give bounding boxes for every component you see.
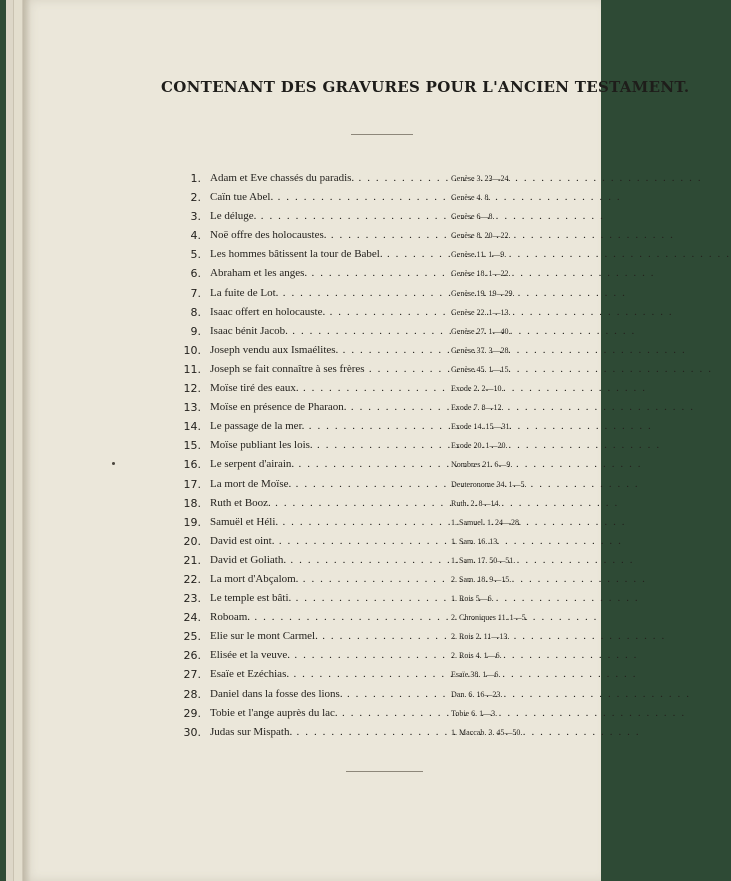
plate-number: 26. (183, 649, 201, 663)
plate-title: Tobie et l'ange auprès du lac. . . . (210, 707, 447, 720)
plate-title: David et Goliath. . . . (210, 554, 447, 567)
scripture-reference: 1. Sam. 16. 13. (451, 536, 500, 546)
plate-number: 5. (190, 248, 201, 262)
plate-number: 30. (183, 725, 201, 739)
plate-entry (183, 497, 549, 516)
scripture-reference: 1. Sam. 17. 50—51. (451, 555, 516, 565)
plate-number: 11. (183, 362, 201, 376)
scripture-reference: Esaïe 38. 1—6. (451, 670, 501, 680)
scripture-reference: 2. Rois 2. 11—13. (451, 632, 510, 642)
scripture-reference: Dan. 6. 16—23. (451, 689, 503, 699)
plate-title: Le temple est bâti. . . . (210, 592, 447, 605)
plate-entry (183, 191, 549, 210)
page-heading: CONTENANT DES GRAVURES POUR L'ANCIEN TESTAMENT. (161, 78, 690, 96)
plate-number: 8. (190, 305, 201, 319)
plate-number: 7. (190, 286, 201, 300)
plate-title: Moïse en présence de Pharaon. . . . (210, 401, 447, 414)
plate-title: Abraham et les anges. . . . (210, 267, 447, 280)
plate-number: 19. (183, 515, 201, 529)
plate-entry (183, 630, 549, 649)
plate-number: 16. (183, 458, 201, 472)
plate-title: Joseph vendu aux Ismaélites. . . . (210, 344, 447, 357)
plate-number: 21. (183, 553, 201, 567)
plate-title: Samuël et Héli. . . . (210, 516, 447, 529)
plate-entry (183, 649, 549, 668)
plate-entry (183, 535, 549, 554)
plate-number: 27. (183, 668, 201, 682)
plate-title: Esaïe et Ezéchias. . . . (210, 668, 447, 681)
plate-list (183, 172, 549, 745)
plate-number: 4. (190, 229, 201, 243)
scripture-reference: Exode 7. 8—12. (451, 403, 504, 413)
plate-entry (183, 420, 549, 439)
plate-number: 14. (183, 420, 201, 434)
scripture-reference: Deuteronome 34. 1—5. (451, 479, 527, 489)
plate-title: Ruth et Booz. . . . (210, 497, 447, 510)
scripture-reference: 2. Chroniques 11. 1—5. (451, 613, 528, 623)
scripture-reference: Genèse 4. 8. (451, 193, 491, 203)
plate-title: Moïse publiant les lois. . . . (210, 439, 447, 452)
scripture-reference: Genèse 6—8. (451, 212, 495, 222)
plate-entry (183, 325, 549, 344)
plate-title: Les hommes bâtissent la tour de Babel. . . . (210, 248, 447, 261)
scripture-reference: 2. Rois 4. 1—6. (451, 651, 502, 661)
plate-entry (183, 478, 549, 497)
plate-entry (183, 611, 549, 630)
plate-entry (183, 688, 549, 707)
plate-title: La fuite de Lot. . . . (210, 287, 447, 300)
plate-entry (183, 458, 549, 477)
plate-number: 3. (190, 210, 201, 224)
plate-title: Noë offre des holocaustes. . . . (210, 229, 447, 242)
plate-number: 29. (183, 706, 201, 720)
plate-number: 9. (190, 324, 201, 338)
scripture-reference: Exode 2. 2—10. (451, 384, 504, 394)
ink-speck (112, 462, 115, 465)
plate-title: La mort d'Abçalom. . . . (210, 573, 447, 586)
plate-number: 12. (183, 382, 201, 396)
plate-title: Roboam. . . . (210, 611, 447, 624)
plate-title: Elie sur le mont Carmel. . . . (210, 630, 447, 643)
plate-title: Adam et Eve chassés du paradis. . . . (210, 172, 447, 185)
plate-number: 17. (183, 477, 201, 491)
plate-entry (183, 382, 549, 401)
plate-number: 22. (183, 572, 201, 586)
plate-entry (183, 172, 549, 191)
scripture-reference: Nombres 21. 6—9. (451, 460, 513, 470)
plate-number: 20. (183, 534, 201, 548)
plate-entry (183, 439, 549, 458)
scripture-reference: 1. Maccab. 3. 45—50. (451, 727, 523, 737)
plate-entry (183, 344, 549, 363)
scripture-reference: Ruth. 2. 8—14. (451, 498, 501, 508)
scripture-reference: Genèse 37. 3—28. (451, 345, 511, 355)
plate-entry (183, 287, 549, 306)
plate-entry (183, 726, 549, 745)
plate-title: Joseph se fait connaître à ses frères . . . (210, 363, 447, 376)
scripture-reference: Genèse 45. 1—15. (451, 364, 511, 374)
plate-title: Isaac offert en holocauste. . . . (210, 306, 447, 319)
plate-number: 25. (183, 630, 201, 644)
plate-title: Elisée et la veuve. . . . (210, 649, 447, 662)
plate-number: 6. (190, 267, 201, 281)
plate-title: Judas sur Mispath. . . . (210, 726, 447, 739)
plate-entry (183, 668, 549, 687)
plate-entry (183, 707, 549, 726)
plate-number: 28. (183, 687, 201, 701)
plate-entry (183, 363, 549, 382)
scripture-reference: 1. Samuel. 1. 24—28. (451, 517, 521, 527)
plate-number: 13. (183, 401, 201, 415)
plate-title: La mort de Moïse. . . . (210, 478, 447, 491)
plate-entry (183, 592, 549, 611)
plate-entry (183, 554, 549, 573)
plate-entry (183, 210, 549, 229)
plate-title: Le déluge. . . . (210, 210, 447, 223)
plate-number: 18. (183, 496, 201, 510)
plate-title: Le passage de la mer. . . . (210, 420, 447, 433)
plate-number: 1. (190, 172, 201, 185)
plate-title: Le serpent d'airain. . . . (210, 458, 447, 471)
page-fold-shadow (23, 0, 31, 881)
plate-number: 24. (183, 611, 201, 625)
scripture-reference: 1. Rois 5—6. (451, 594, 494, 604)
plate-title: David est oint. . . . (210, 535, 447, 548)
plate-number: 2. (190, 191, 201, 205)
top-divider (351, 134, 413, 135)
scripture-reference: Exode 20. 1—20. (451, 441, 508, 451)
plate-number: 10. (183, 343, 201, 357)
scripture-reference: Genèse 8. 20—22. (451, 231, 511, 241)
scripture-reference: Genèse 11. 1—9. (451, 250, 507, 260)
plate-entry (183, 248, 549, 267)
scripture-reference: Tobie 6. 1—3. (451, 708, 498, 718)
bottom-divider (346, 771, 423, 772)
plate-number: 15. (183, 439, 201, 453)
plate-title: Caïn tue Abel. . . . (210, 191, 447, 204)
plate-entry (183, 401, 549, 420)
plate-number: 23. (183, 592, 201, 606)
plate-title: Moïse tiré des eaux. . . . (210, 382, 447, 395)
scripture-reference: Exode 14. 15—31. (451, 422, 512, 432)
plate-entry (183, 306, 549, 325)
scripture-reference: Genèse 22. 1—13. (451, 307, 511, 317)
scripture-reference: Genèse 19. 19—29. (451, 288, 515, 298)
scripture-reference: 2. Sam. 18. 9—15. (451, 574, 512, 584)
scripture-reference: Genèse 3. 23—24. (451, 174, 511, 183)
plate-title: Isaac bénit Jacob. . . . (210, 325, 447, 338)
plate-entry (183, 516, 549, 535)
scripture-reference: Genèse 18. 1—22. (451, 269, 511, 279)
plate-title: Daniel dans la fosse des lions. . . . (210, 688, 447, 701)
scripture-reference: Genèse 27. 1—40. (451, 326, 511, 336)
document-page (22, 0, 690, 881)
plate-entry (183, 229, 549, 248)
plate-entry (183, 573, 549, 592)
plate-entry (183, 267, 549, 286)
